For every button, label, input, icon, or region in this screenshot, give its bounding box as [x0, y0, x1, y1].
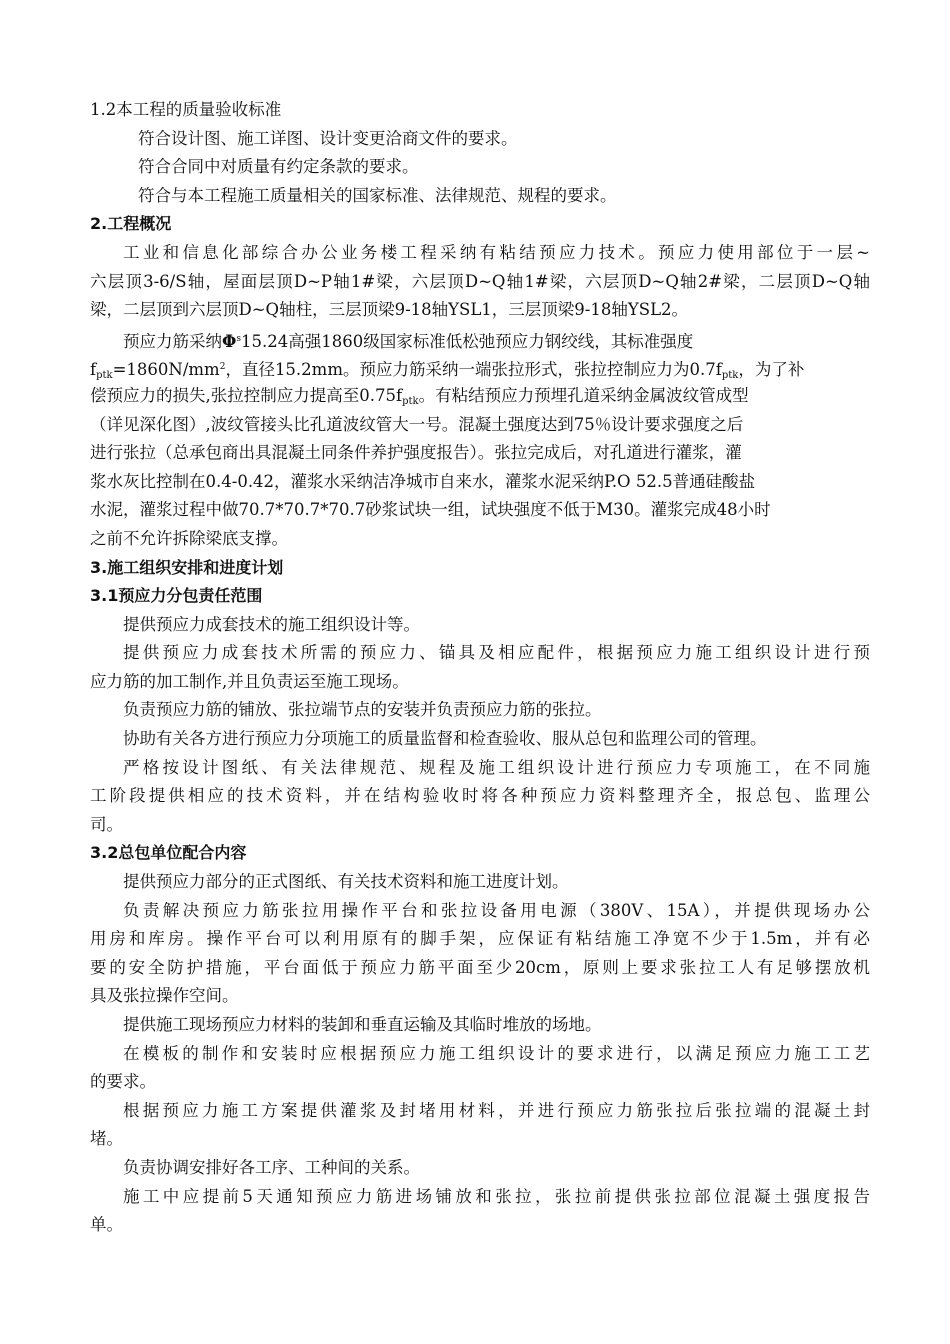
section-heading-3-2: 3.2总包单位配合内容 [90, 843, 247, 863]
paragraph-line: 单。 [90, 1215, 123, 1235]
paragraph-line [90, 353, 870, 382]
superscript: 2 [219, 362, 226, 373]
text-run: f [90, 360, 97, 380]
paragraph-line: 要的安全防护措施，平台面低于预应力筋平面至少20cm，原则上要求张拉工人有足够摆放机 [90, 957, 870, 977]
paragraph-line: 根据预应力施工方案提供灌浆及封堵用材料，并进行预应力筋张拉后张拉端的混凝土封 [123, 1100, 870, 1120]
paragraph-line: 协助有关各方进行预应力分项施工的质量监督和检查验收、服从总包和监理公司的管理。 [123, 729, 767, 749]
paragraph-line: 用房和库房。操作平台可以利用原有的脚手架，应保证有粘结施工净宽不少于1.5m，并有必 [90, 929, 870, 949]
paragraph-line [90, 325, 870, 354]
paragraph-line: 水泥，灌浆过程中做70.7*70.7*70.7砂浆试块一组，试块强度不低于M30。灌浆完成48小时 [90, 500, 771, 520]
paragraph-line: 提供预应力成套技术的施工组织设计等。 [123, 614, 420, 634]
text-run: 预应力筋采纳 [123, 331, 222, 351]
paragraph: 符合设计图、施工详图、设计变更洽商文件的要求。 [138, 128, 518, 148]
superscript: s [236, 333, 241, 344]
paragraph-line: 施工中应提前5天通知预应力筋进场铺放和张拉，张拉前提供张拉部位混凝土强度报告 [123, 1186, 870, 1206]
section-heading-2: 2.工程概况 [90, 214, 172, 234]
paragraph-line: 提供施工现场预应力材料的装卸和垂直运输及其临时堆放的场地。 [123, 1015, 602, 1034]
paragraph-line: 堵。 [90, 1129, 123, 1149]
subscript: ptk [96, 370, 113, 382]
paragraph-line: 负责协调安排好各工序、工种间的关系。 [123, 1157, 420, 1177]
paragraph-line: （详见深化图）,波纹管接头比孔道波纹管大一号。混凝土强度达到75％设计要求强度之后 [90, 414, 744, 434]
text-run: =1860N/mm [112, 360, 220, 380]
paragraph-line: 在模板的制作和安装时应根据预应力施工组织设计的要求进行，以满足预应力施工工艺 [123, 1043, 870, 1063]
paragraph: 符合合同中对质量有约定条款的要求。 [138, 157, 419, 177]
paragraph-line: 负责解决预应力筋张拉用操作平台和张拉设备用电源（380V、15A），并提供现场办公 [123, 900, 870, 920]
paragraph-line: 工阶段提供相应的技术资料，并在结构验收时将各种预应力资料整理齐全，报总包、监理公 [90, 786, 870, 806]
subscript: ptk [721, 370, 739, 382]
paragraph-line: 应力筋的加工制作,并且负责运至施工现场。 [90, 671, 409, 691]
paragraph-line: 具及张拉操作空间。 [90, 986, 239, 1006]
subscript: ptk [402, 395, 419, 407]
paragraph-line: 严格按设计图纸、有关法律规范、规程及施工组织设计进行预应力专项施工，在不同施 [123, 757, 870, 777]
paragraph-line: 工业和信息化部综合办公业务楼工程采纳有粘结预应力技术。预应力使用部位于一层~ [123, 242, 870, 262]
text-run: 偿预应力的损失,张拉控制应力提高至0.75f [90, 385, 403, 405]
paragraph-line: 之前不允许拆除梁底支撑。 [90, 528, 288, 548]
section-heading-3: 3.施工组织安排和进度计划 [90, 557, 284, 577]
section-heading-3-1: 3.1预应力分包责任范围 [90, 586, 263, 606]
paragraph-line: 梁，二层顶到六层顶D~Q轴柱，三层顶梁9-18轴YSL1，三层顶梁9-18轴YSL2。 [90, 300, 689, 320]
paragraph-line: 负责预应力筋的铺放、张拉端节点的安装并负责预应力筋的张拉。 [123, 700, 602, 720]
paragraph-line [90, 382, 870, 411]
text-run: ，直径15.2mm。预应力筋采纳一端张拉形式，张拉控制应力为0.7f [225, 360, 722, 380]
paragraph-line: 六层顶3-6/S轴，屋面层顶D~P轴1#梁，六层顶D~Q轴1#梁，六层顶D~Q轴2#梁，二层顶D~Q轴 [90, 271, 870, 291]
paragraph-line: 提供预应力部分的正式图纸、有关技术资料和施工进度计划。 [123, 872, 569, 892]
phi-symbol: Φ [222, 331, 237, 351]
paragraph-line: 浆水灰比控制在0.4-0.42，灌浆水采纳洁净城市自来水，灌浆水泥采纳P.O 52.5普通硅酸盐 [90, 471, 756, 491]
paragraph-line: 司。 [90, 814, 123, 834]
document-page [90, 96, 870, 1240]
text-run: ，为了补 [738, 360, 805, 380]
text-run: 15.24高强1860级国家标准低松弛预应力钢绞线，其标准强度 [241, 331, 694, 351]
paragraph-line: 提供预应力成套技术所需的预应力、锚具及相应配件，根据预应力施工组织设计进行预 [123, 643, 870, 663]
text-run: 。有粘结预应力预埋孔道采纳金属波纹管成型 [418, 385, 749, 405]
paragraph: 符合与本工程施工质量相关的国家标准、法律规范、规程的要求。 [138, 185, 617, 205]
section-heading-1-2: 1.2本工程的质量验收标准 [90, 100, 282, 119]
paragraph-line: 的要求。 [90, 1072, 156, 1092]
paragraph-line: 进行张拉（总承包商出具混凝土同条件养护强度报告）。张拉完成后，对孔道进行灌浆，灌 [90, 443, 742, 463]
